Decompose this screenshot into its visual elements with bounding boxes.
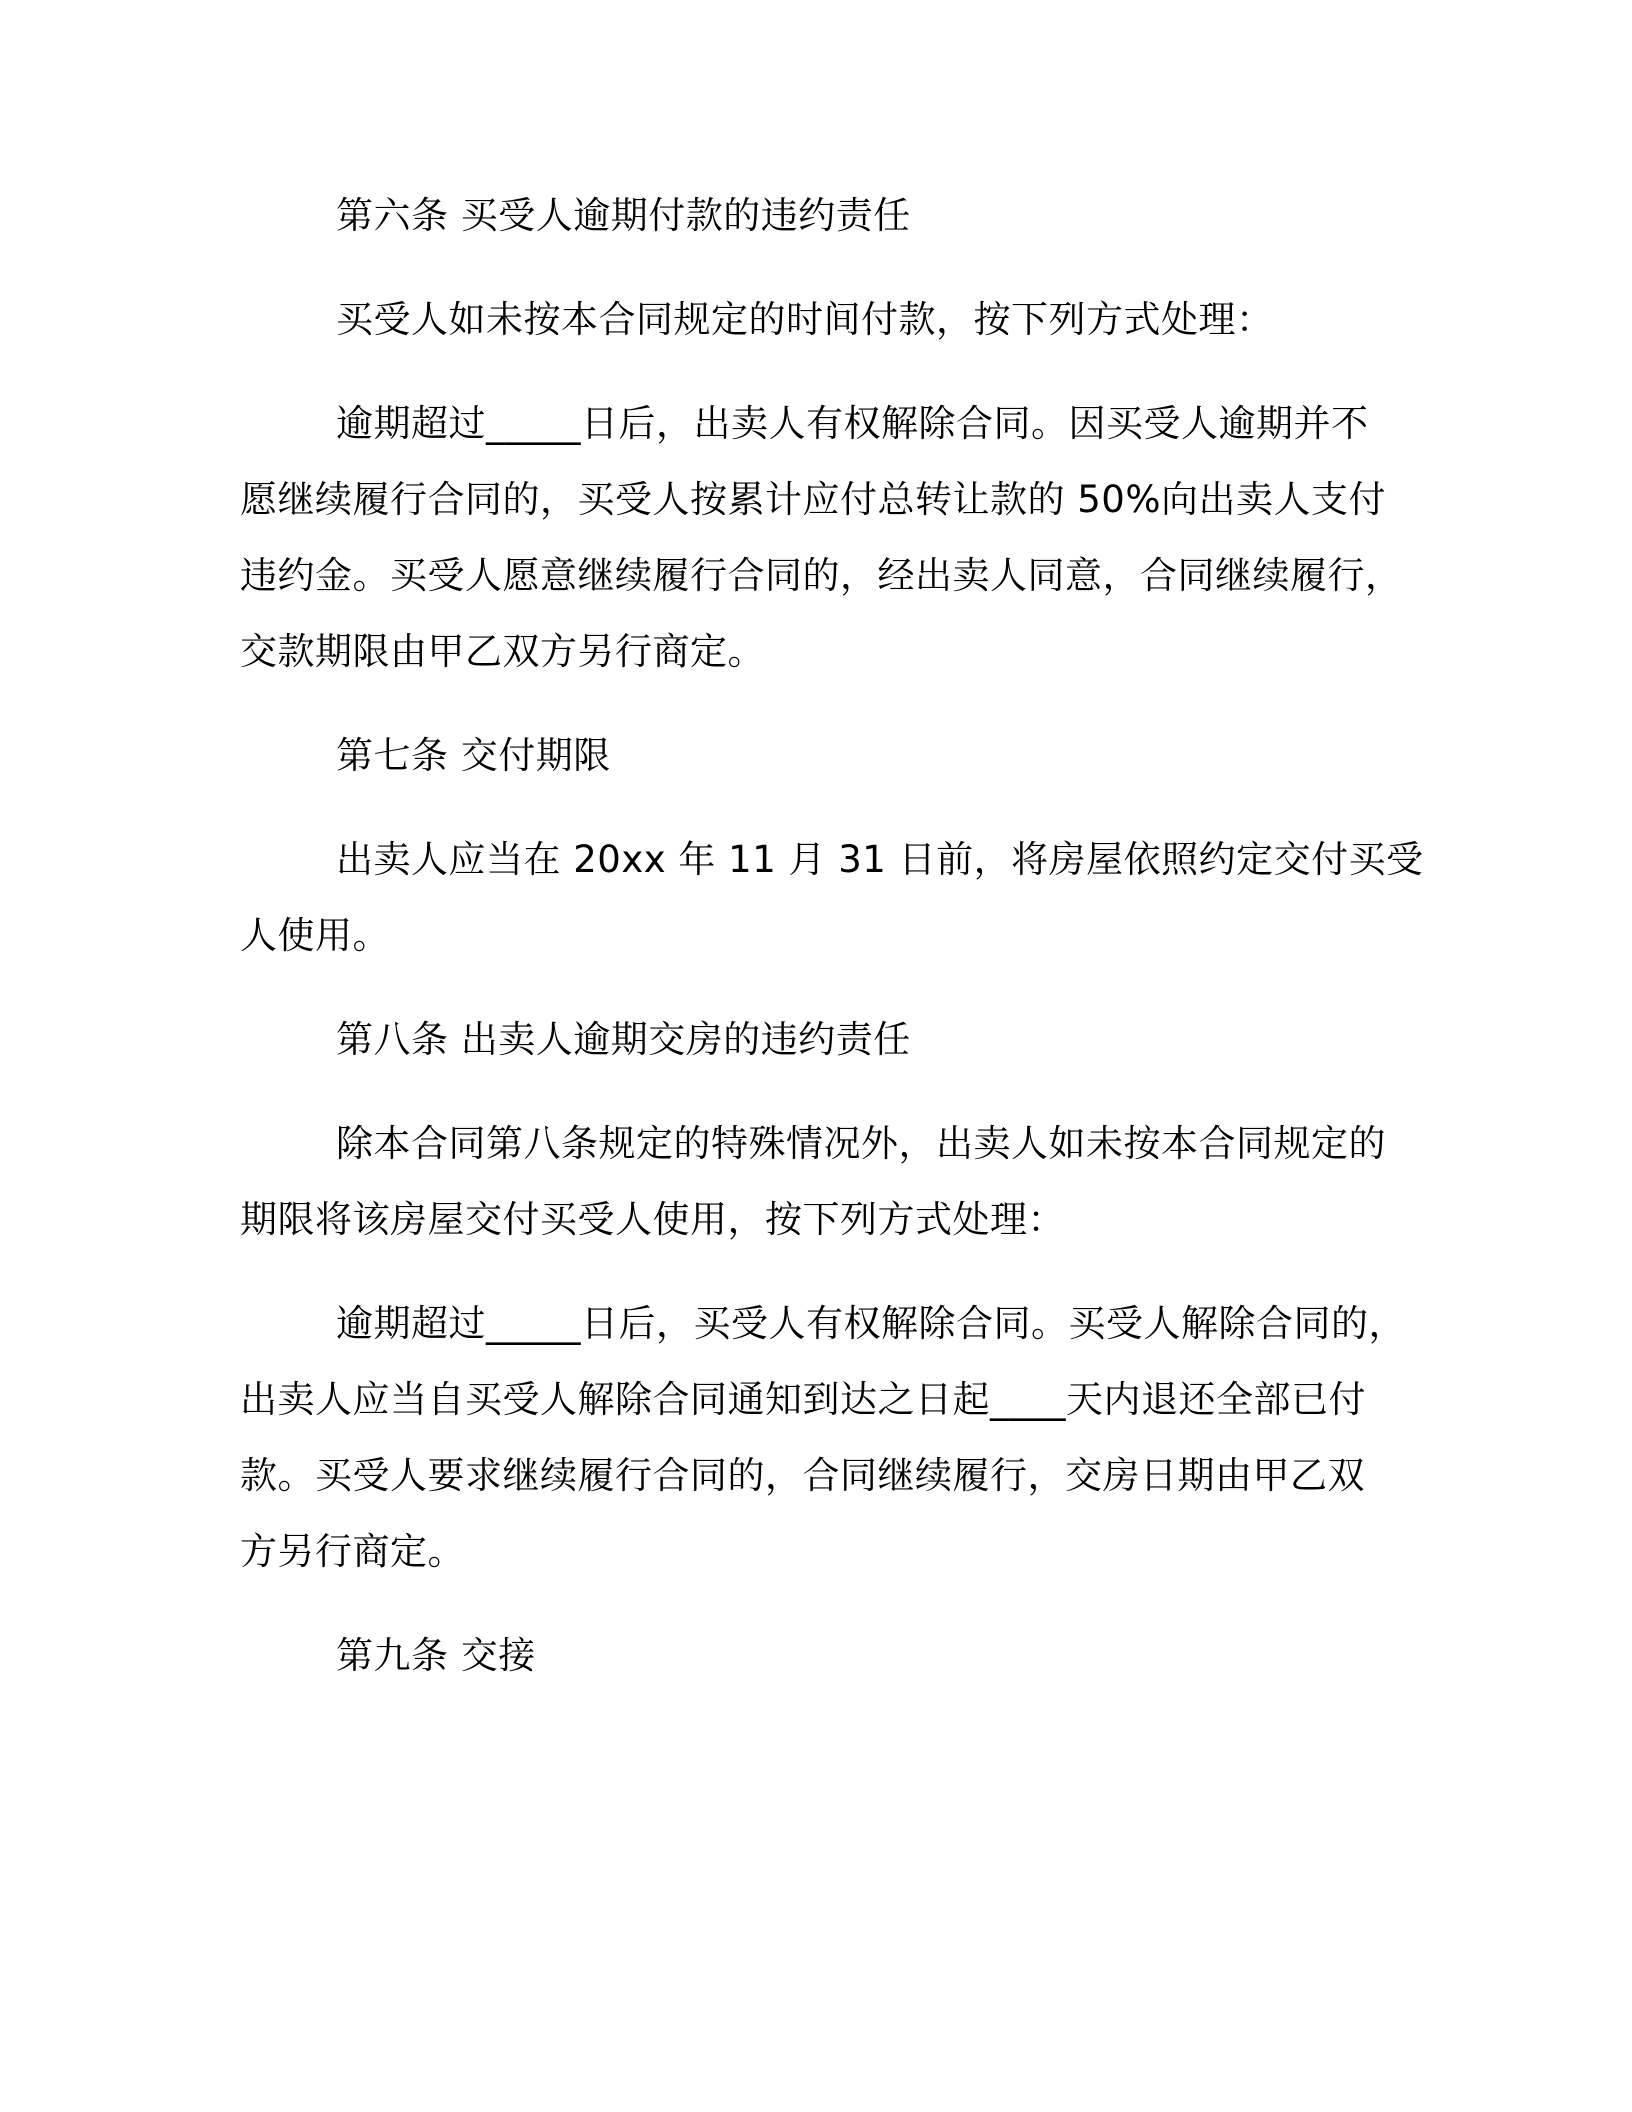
article-6-heading: 第六条 买受人逾期付款的违约责任 [336, 194, 911, 237]
article-7-heading: 第七条 交付期限 [336, 734, 611, 777]
article-9-heading: 第九条 交接 [336, 1634, 536, 1677]
paragraph-line: 逾期超过_____日后，出卖人有权解除合同。因买受人逾期并不 [336, 402, 1369, 445]
paragraph-line: 人使用。 [240, 914, 390, 957]
article-8-heading: 第八条 出卖人逾期交房的违约责任 [336, 1018, 911, 1061]
paragraph-line: 愿继续履行合同的，买受人按累计应付总转让款的 50%向出卖人支付 [240, 478, 1386, 521]
paragraph-line: 款。买受人要求继续履行合同的，合同继续履行，交房日期由甲乙双 [240, 1454, 1365, 1497]
paragraph-line: 违约金。买受人愿意继续履行合同的，经出卖人同意，合同继续履行， [240, 554, 1403, 597]
paragraph-line: 逾期超过_____日后，买受人有权解除合同。买受人解除合同的， [336, 1302, 1406, 1345]
paragraph-line: 期限将该房屋交付买受人使用，按下列方式处理： [240, 1198, 1065, 1241]
paragraph-line: 出卖人应当自买受人解除合同通知到达之日起____天内退还全部已付 [240, 1378, 1366, 1421]
paragraph-line: 除本合同第八条规定的特殊情况外，出卖人如未按本合同规定的 [336, 1122, 1386, 1165]
paragraph-line: 买受人如未按本合同规定的时间付款，按下列方式处理： [336, 298, 1274, 341]
paragraph-line: 交款期限由甲乙双方另行商定。 [240, 630, 765, 673]
paragraph-line: 方另行商定。 [240, 1530, 465, 1573]
paragraph-line: 出卖人应当在 20xx 年 11 月 31 日前，将房屋依照约定交付买受 [336, 838, 1424, 881]
